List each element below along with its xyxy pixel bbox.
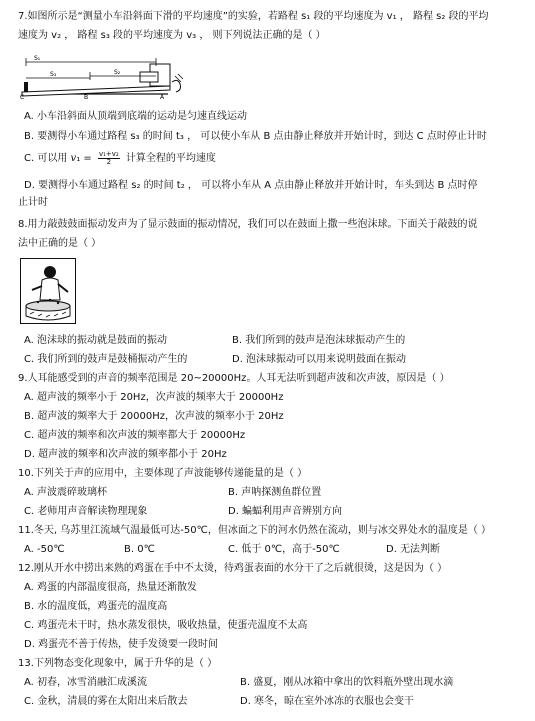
q10-option-b: B. 声呐探测鱼群位置 <box>228 487 322 498</box>
q11-option-d: D. 无法判断 <box>386 544 441 555</box>
q8-stem-line2: 法中正确的是（ ） <box>18 238 102 249</box>
q12-option-d: D. 鸡蛋壳不善于传热，使手发烫要一段时间 <box>24 639 219 650</box>
q13-option-c: C. 金秋，清晨的雾在太阳出来后散去 <box>24 696 188 707</box>
q9-option-d: D. 超声波的频率和次声波的频率都小于 20Hz <box>24 449 227 460</box>
q7-option-c-denominator: 2 <box>106 157 112 166</box>
q10-stem: 10.下列关于声的应用中，主要体现了声波能够传递能量的是（ ） <box>18 468 308 479</box>
q7-option-d-line2: 止计时 <box>18 197 48 208</box>
q7-stem-line1: 7.如图所示是“测量小车沿斜面下滑的平均速度”的实验，若路程 s₁ 段的平均速度为 v₁ ， 路程 s₂ 段的平均 <box>18 11 489 22</box>
q9-option-b: B. 超声波的频率大于 20000Hz，次声波的频率小于 20Hz <box>24 411 284 422</box>
q7-option-c-fraction <box>98 151 120 166</box>
q7-option-c-pre: C. 可以用 <box>24 153 68 164</box>
q7-label-s1: S₁ <box>34 55 41 62</box>
q8-option-b: B. 我们所到的鼓声是泡沫球振动产生的 <box>232 335 406 346</box>
q13-option-d: D. 寒冬，晾在室外冰冻的衣服也会变干 <box>240 696 415 707</box>
q7-option-d-line1: D. 要测得小车通过路程 s₂ 的时间 t₂ ， 可以将小车从 A 点由静止释放并开始计时，车头到达 B 点时停 <box>24 180 478 191</box>
q8-option-c: C. 我们所到的鼓声是鼓桶振动产生的 <box>24 354 188 365</box>
q7-label-a: A <box>160 94 165 100</box>
q13-option-a: A. 初春，冰雪消融汇成溪流 <box>24 677 148 688</box>
q7-label-b: B <box>84 94 89 100</box>
q7-option-a: A. 小车沿斜面从顶端到底端的运动是匀速直线运动 <box>24 111 248 122</box>
q11-option-b: B. 0℃ <box>124 544 155 555</box>
q7-option-c <box>24 150 216 167</box>
q8-stem-line1: 8.用力敲鼓鼓面振动发声为了显示鼓面的振动情况，我们可以在鼓面上撒一些泡沫球。下面关于敲鼓的说 <box>18 219 478 230</box>
q7-label-s3: S₃ <box>50 71 57 78</box>
q10-option-c: C. 老师用声音解读物理现象 <box>24 506 148 517</box>
q8-option-a: A. 泡沫球的振动就是鼓面的振动 <box>24 335 168 346</box>
q8-drum-figure <box>20 258 76 324</box>
q7-label-s2: S₂ <box>114 69 121 76</box>
q9-option-a: A. 超声波的频率小于 20Hz，次声波的频率大于 20000Hz <box>24 392 284 403</box>
q8-option-d: D. 泡沫球振动可以用来说明鼓面在振动 <box>232 354 407 365</box>
q7-option-c-numerator: v₁+v₂ <box>98 149 119 158</box>
q7-label-c: C <box>20 94 25 100</box>
q7-stem-line2: 速度为 v₂ ， 路程 s₃ 段的平均速度为 v₃ ， 则下列说法正确的是（ ） <box>18 30 326 41</box>
q12-option-b: B. 水的温度低，鸡蛋壳的温度高 <box>24 601 168 612</box>
q9-option-c: C. 超声波的频率和次声波的频率都大于 20000Hz <box>24 430 246 441</box>
q7-option-b: B. 要测得小车通过路程 s₃ 的时间 t₃ ， 可以使小车从 B 点由静止释放并开始计时，到达 C 点时停止计时 <box>24 131 487 142</box>
q10-option-d: D. 蝙蝠利用声音辨别方向 <box>228 506 343 517</box>
q10-option-a: A. 声波震碎玻璃杯 <box>24 487 108 498</box>
q12-stem: 12.刚从开水中捞出来熟的鸡蛋在手中不太烫，待鸡蛋表面的水分干了之后就很烫，这是因为（ ） <box>18 563 448 574</box>
q13-stem: 13.下列物态变化现象中，属于升华的是（ ） <box>18 658 218 669</box>
q11-option-c: C. 低于 0℃，高于-50℃ <box>228 544 340 555</box>
q7-option-c-post: 计算全程的平均速度 <box>125 153 216 164</box>
q12-option-a: A. 鸡蛋的内部温度很高，热量还渐散发 <box>24 582 198 593</box>
q11-option-a: A. -50℃ <box>24 544 65 555</box>
q7-option-c-eq: ₁ = <box>76 153 92 164</box>
q7-option-c-v: v <box>70 153 77 164</box>
q7-incline-figure <box>20 52 185 100</box>
q13-option-b: B. 盛夏，刚从冰箱中拿出的饮料瓶外壁出现水滴 <box>240 677 454 688</box>
q12-option-c: C. 鸡蛋壳未干时，热水蒸发很快，吸收热量，使蛋壳温度不太高 <box>24 620 308 631</box>
q9-stem: 9.人耳能感受到的声音的频率范围是 20~20000Hz。人耳无法听到超声波和次声波，原因是（ ） <box>18 373 450 384</box>
q11-stem: 11.冬天, 乌苏里江流域气温最低可达-50℃，但冰面之下的河水仍然在流动，则与冰交界处水的温度是（ ） <box>18 525 492 536</box>
